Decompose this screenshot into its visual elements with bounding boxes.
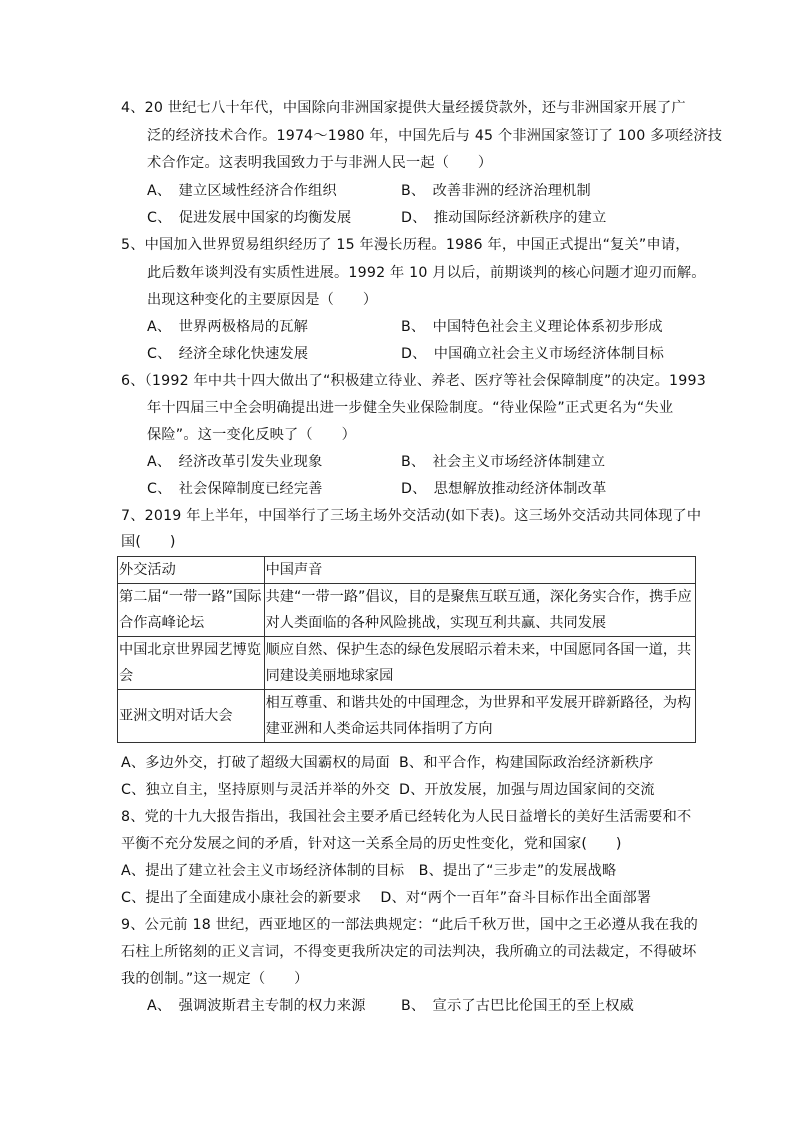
q4-option-d: D、 推动国际经济新秩序的建立 xyxy=(401,210,607,226)
table-cell-activity: 第二届“一带一路”国际合作高峰论坛 xyxy=(118,584,265,637)
table-cell-voice: 共建“一带一路”倡议，目的是聚焦互联互通，深化务实合作，携手应对人类面临的各种风险挑战，实现互利共赢、共同发展 xyxy=(264,584,695,637)
table-cell-activity: 亚洲文明对话大会 xyxy=(118,690,265,743)
table-row xyxy=(118,584,696,637)
q6-stem-line-2: 年十四届三中全会明确提出进一步健全失业保险制度。“待业保险”正式更名为“失业 xyxy=(147,400,674,416)
q7-option-d: D、开放发展，加强与周边国家间的交流 xyxy=(399,782,655,798)
table-row xyxy=(118,637,696,690)
table-header-row xyxy=(118,557,696,584)
table-cell-voice: 相互尊重、和谐共处的中国理念，为世界和平发展开辟新路径，为构建亚洲和人类命运共同体指明了方向 xyxy=(264,690,695,743)
q5-option-a: A、 世界两极格局的瓦解 xyxy=(147,319,309,335)
q5-option-d: D、 中国确立社会主义市场经济体制目标 xyxy=(401,346,665,362)
q9-option-b: B、 宣示了古巴比伦国王的至上权威 xyxy=(401,998,635,1014)
q6-option-b: B、 社会主义市场经济体制建立 xyxy=(401,454,606,470)
q9-stem-line-1: 9、公元前 18 世纪，西亚地区的一部法典规定：“此后千秋万世，国中之王必遵从我在我的 xyxy=(121,917,698,933)
q6-option-d: D、 思想解放推动经济体制改革 xyxy=(401,481,607,497)
q7-option-a: A、多边外交，打破了超级大国霸权的局面 xyxy=(121,755,390,771)
table-header-cell: 外交活动 xyxy=(118,557,265,584)
q9-stem-line-3: 我的创制。”这一规定（ ） xyxy=(121,971,309,987)
q5-stem-line-1: 5、中国加入世界贸易组织经历了 15 年漫长历程。1986 年，中国正式提出“复关”申请， xyxy=(121,237,690,253)
q4-option-b: B、 改善非洲的经济治理机制 xyxy=(401,183,591,199)
q5-stem-line-3: 出现这种变化的主要原因是（ ） xyxy=(147,292,378,308)
q9-option-a: A、 强调波斯君主专制的权力来源 xyxy=(147,998,366,1014)
q5-option-b: B、 中国特色社会主义理论体系初步形成 xyxy=(401,319,663,335)
table-row xyxy=(118,690,696,743)
q5-option-c: C、 经济全球化快速发展 xyxy=(147,346,309,362)
q9-stem-line-2: 石柱上所铭刻的正义言词，不得变更我所决定的司法判决，我所确立的司法裁定，不得破坏 xyxy=(121,944,697,960)
q4-stem-line-3: 术合作定。这表明我国致力于与非洲人民一起（ ） xyxy=(147,155,493,171)
q4-stem-line-2: 泛的经济技术合作。1974～1980 年，中国先后与 45 个非洲国家签订了 100 多项经济技 xyxy=(147,128,723,144)
q5-stem-line-2: 此后数年谈判没有实质性进展。1992 年 10 月以后，前期谈判的核心问题才迎刃而解。 xyxy=(147,265,706,281)
table-header-cell: 中国声音 xyxy=(264,557,695,584)
table-cell-voice: 顺应自然、保护生态的绿色发展昭示着未来，中国愿同各国一道，共同建设美丽地球家园 xyxy=(264,637,695,690)
q8-stem-line-1: 8、党的十九大报告指出，我国社会主要矛盾已经转化为人民日益增长的美好生活需要和不 xyxy=(121,809,692,825)
q7-option-b: B、和平合作，构建国际政治经济新秩序 xyxy=(399,755,654,771)
q4-option-c: C、 促进发展中国家的均衡发展 xyxy=(147,210,352,226)
q8-options-cd: C、提出了全面建成小康社会的新要求 D、对“两个一百年”奋斗目标作出全面部署 xyxy=(121,890,652,906)
q4-option-a: A、 建立区域性经济合作组织 xyxy=(147,183,337,199)
table-cell-activity: 中国北京世界园艺博览会 xyxy=(118,637,265,690)
q7-option-c: C、独立自主，坚持原则与灵活并举的外交 xyxy=(121,782,391,798)
q8-stem-line-2: 平衡不充分发展之间的矛盾，针对这一关系全局的历史性变化，党和国家( ) xyxy=(121,836,622,852)
q6-stem-line-1: 6、（1992 年中共十四大做出了“积极建立待业、养老、医疗等社会保障制度”的决定。1993 xyxy=(121,373,706,389)
q4-stem-line-1: 4、20 世纪七八十年代，中国除向非洲国家提供大量经援贷款外，还与非洲国家开展了广 xyxy=(121,100,686,116)
q7-stem-line-2: 国( ) xyxy=(121,534,176,550)
q6-option-a: A、 经济改革引发失业现象 xyxy=(147,454,323,470)
q6-stem-line-3: 保险”。这一变化反映了（ ） xyxy=(147,427,356,443)
q7-stem-line-1: 7、2019 年上半年，中国举行了三场主场外交活动(如下表)。这三场外交活动共同体现了中 xyxy=(121,508,702,524)
q6-option-c: C、 社会保障制度已经完善 xyxy=(147,481,323,497)
q8-options-ab: A、提出了建立社会主义市场经济体制的目标 B、提出了“三步走”的发展战略 xyxy=(121,863,617,879)
diplomacy-table xyxy=(117,556,696,743)
